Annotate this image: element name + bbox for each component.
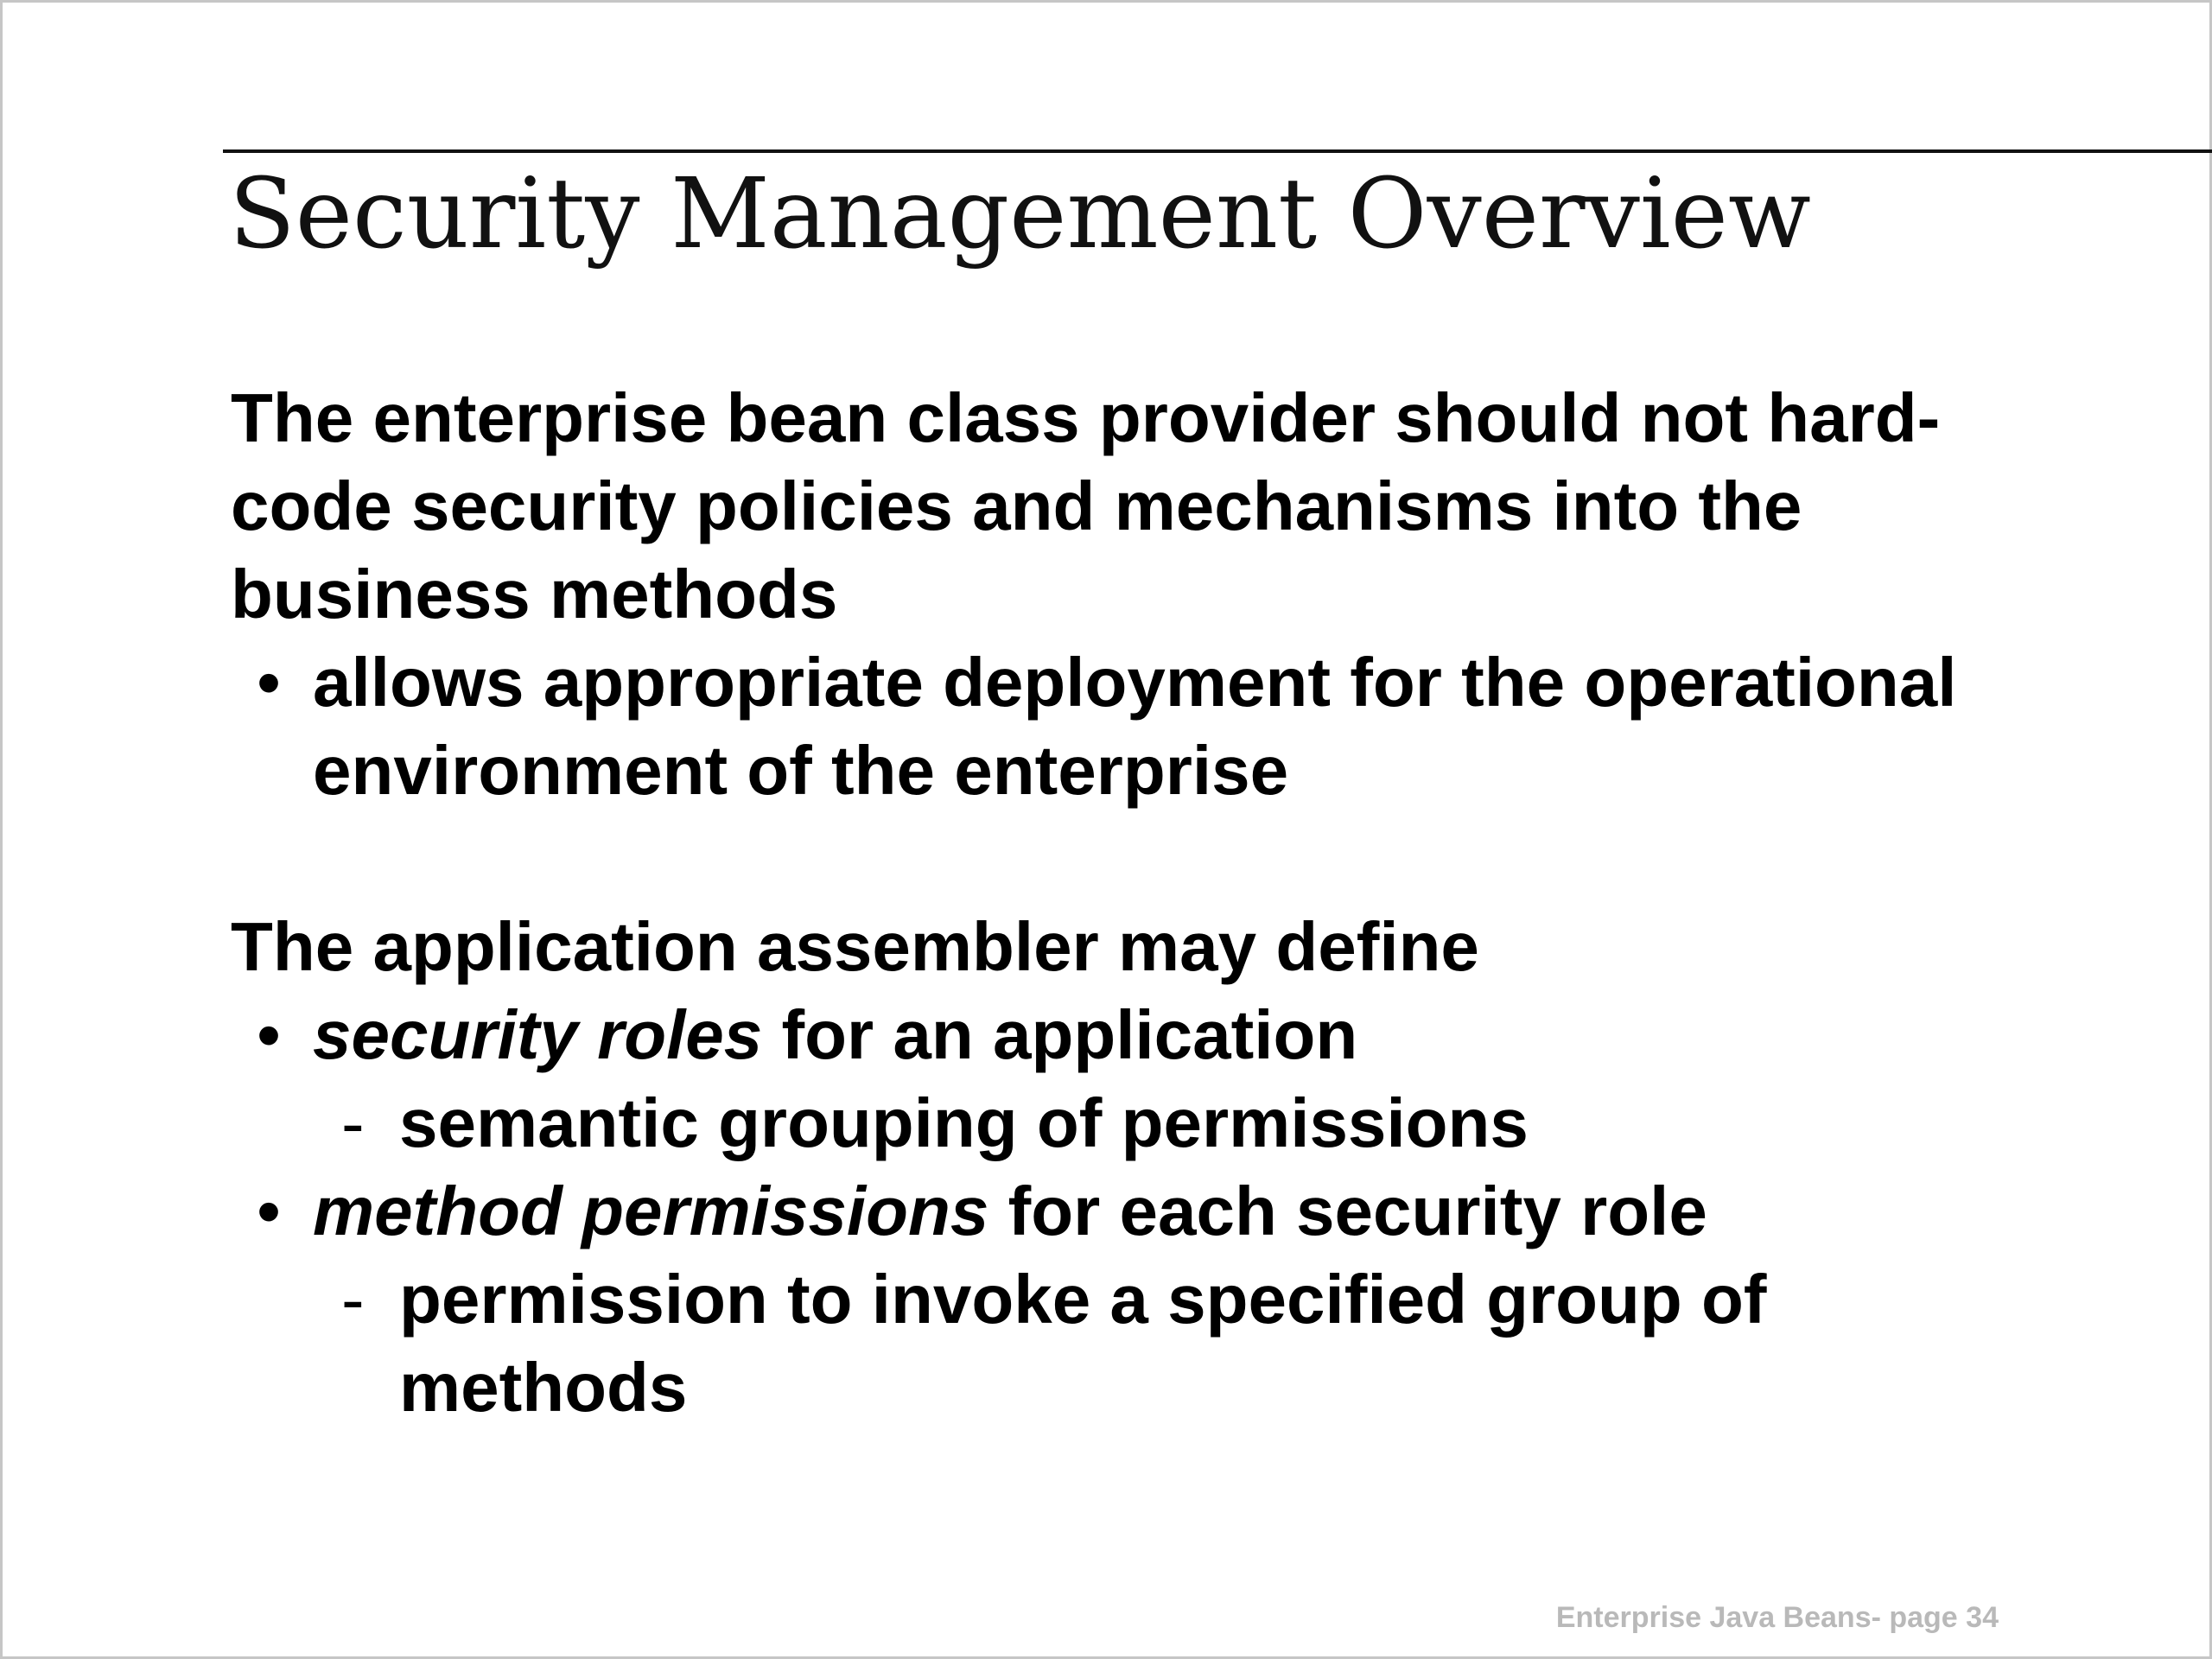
dash-marker: - — [341, 1084, 365, 1161]
slide-title: Security Management Overview — [229, 158, 1811, 270]
bullet-marker: • — [257, 644, 282, 721]
bullet-text: for an application — [762, 996, 1358, 1073]
bullet-marker: • — [257, 996, 282, 1073]
bullet-security-roles — [231, 991, 2063, 1079]
slide-body — [231, 374, 2063, 1432]
dash-marker: - — [341, 1261, 365, 1338]
page-footer: Enterprise Java Beans- page 34 — [1555, 1601, 1999, 1634]
bullet-method-permissions — [231, 1167, 2063, 1255]
paragraph-assembler: The application assembler may define — [231, 908, 1479, 985]
bullet-emphasis: security roles — [313, 996, 763, 1073]
title-rule — [223, 149, 2212, 153]
bullet-text: for each security role — [988, 1173, 1707, 1249]
bullet-marker: • — [257, 1173, 282, 1249]
subbullet-text: semantic grouping of permissions — [399, 1084, 1529, 1161]
subbullet-invoke-methods — [231, 1255, 2063, 1432]
bullet-text: allows appropriate deployment for the operational environment of the enterprise — [313, 644, 1957, 809]
paragraph-bean-provider: The enterprise bean class provider should not hard-code security policies and mechanisms into the business methods — [231, 379, 1941, 632]
bullet-deployment — [231, 639, 2063, 815]
subbullet-semantic-grouping — [231, 1079, 2063, 1167]
subbullet-text: permission to invoke a specified group of methods — [399, 1261, 1767, 1426]
bullet-emphasis: method permissions — [313, 1173, 989, 1249]
